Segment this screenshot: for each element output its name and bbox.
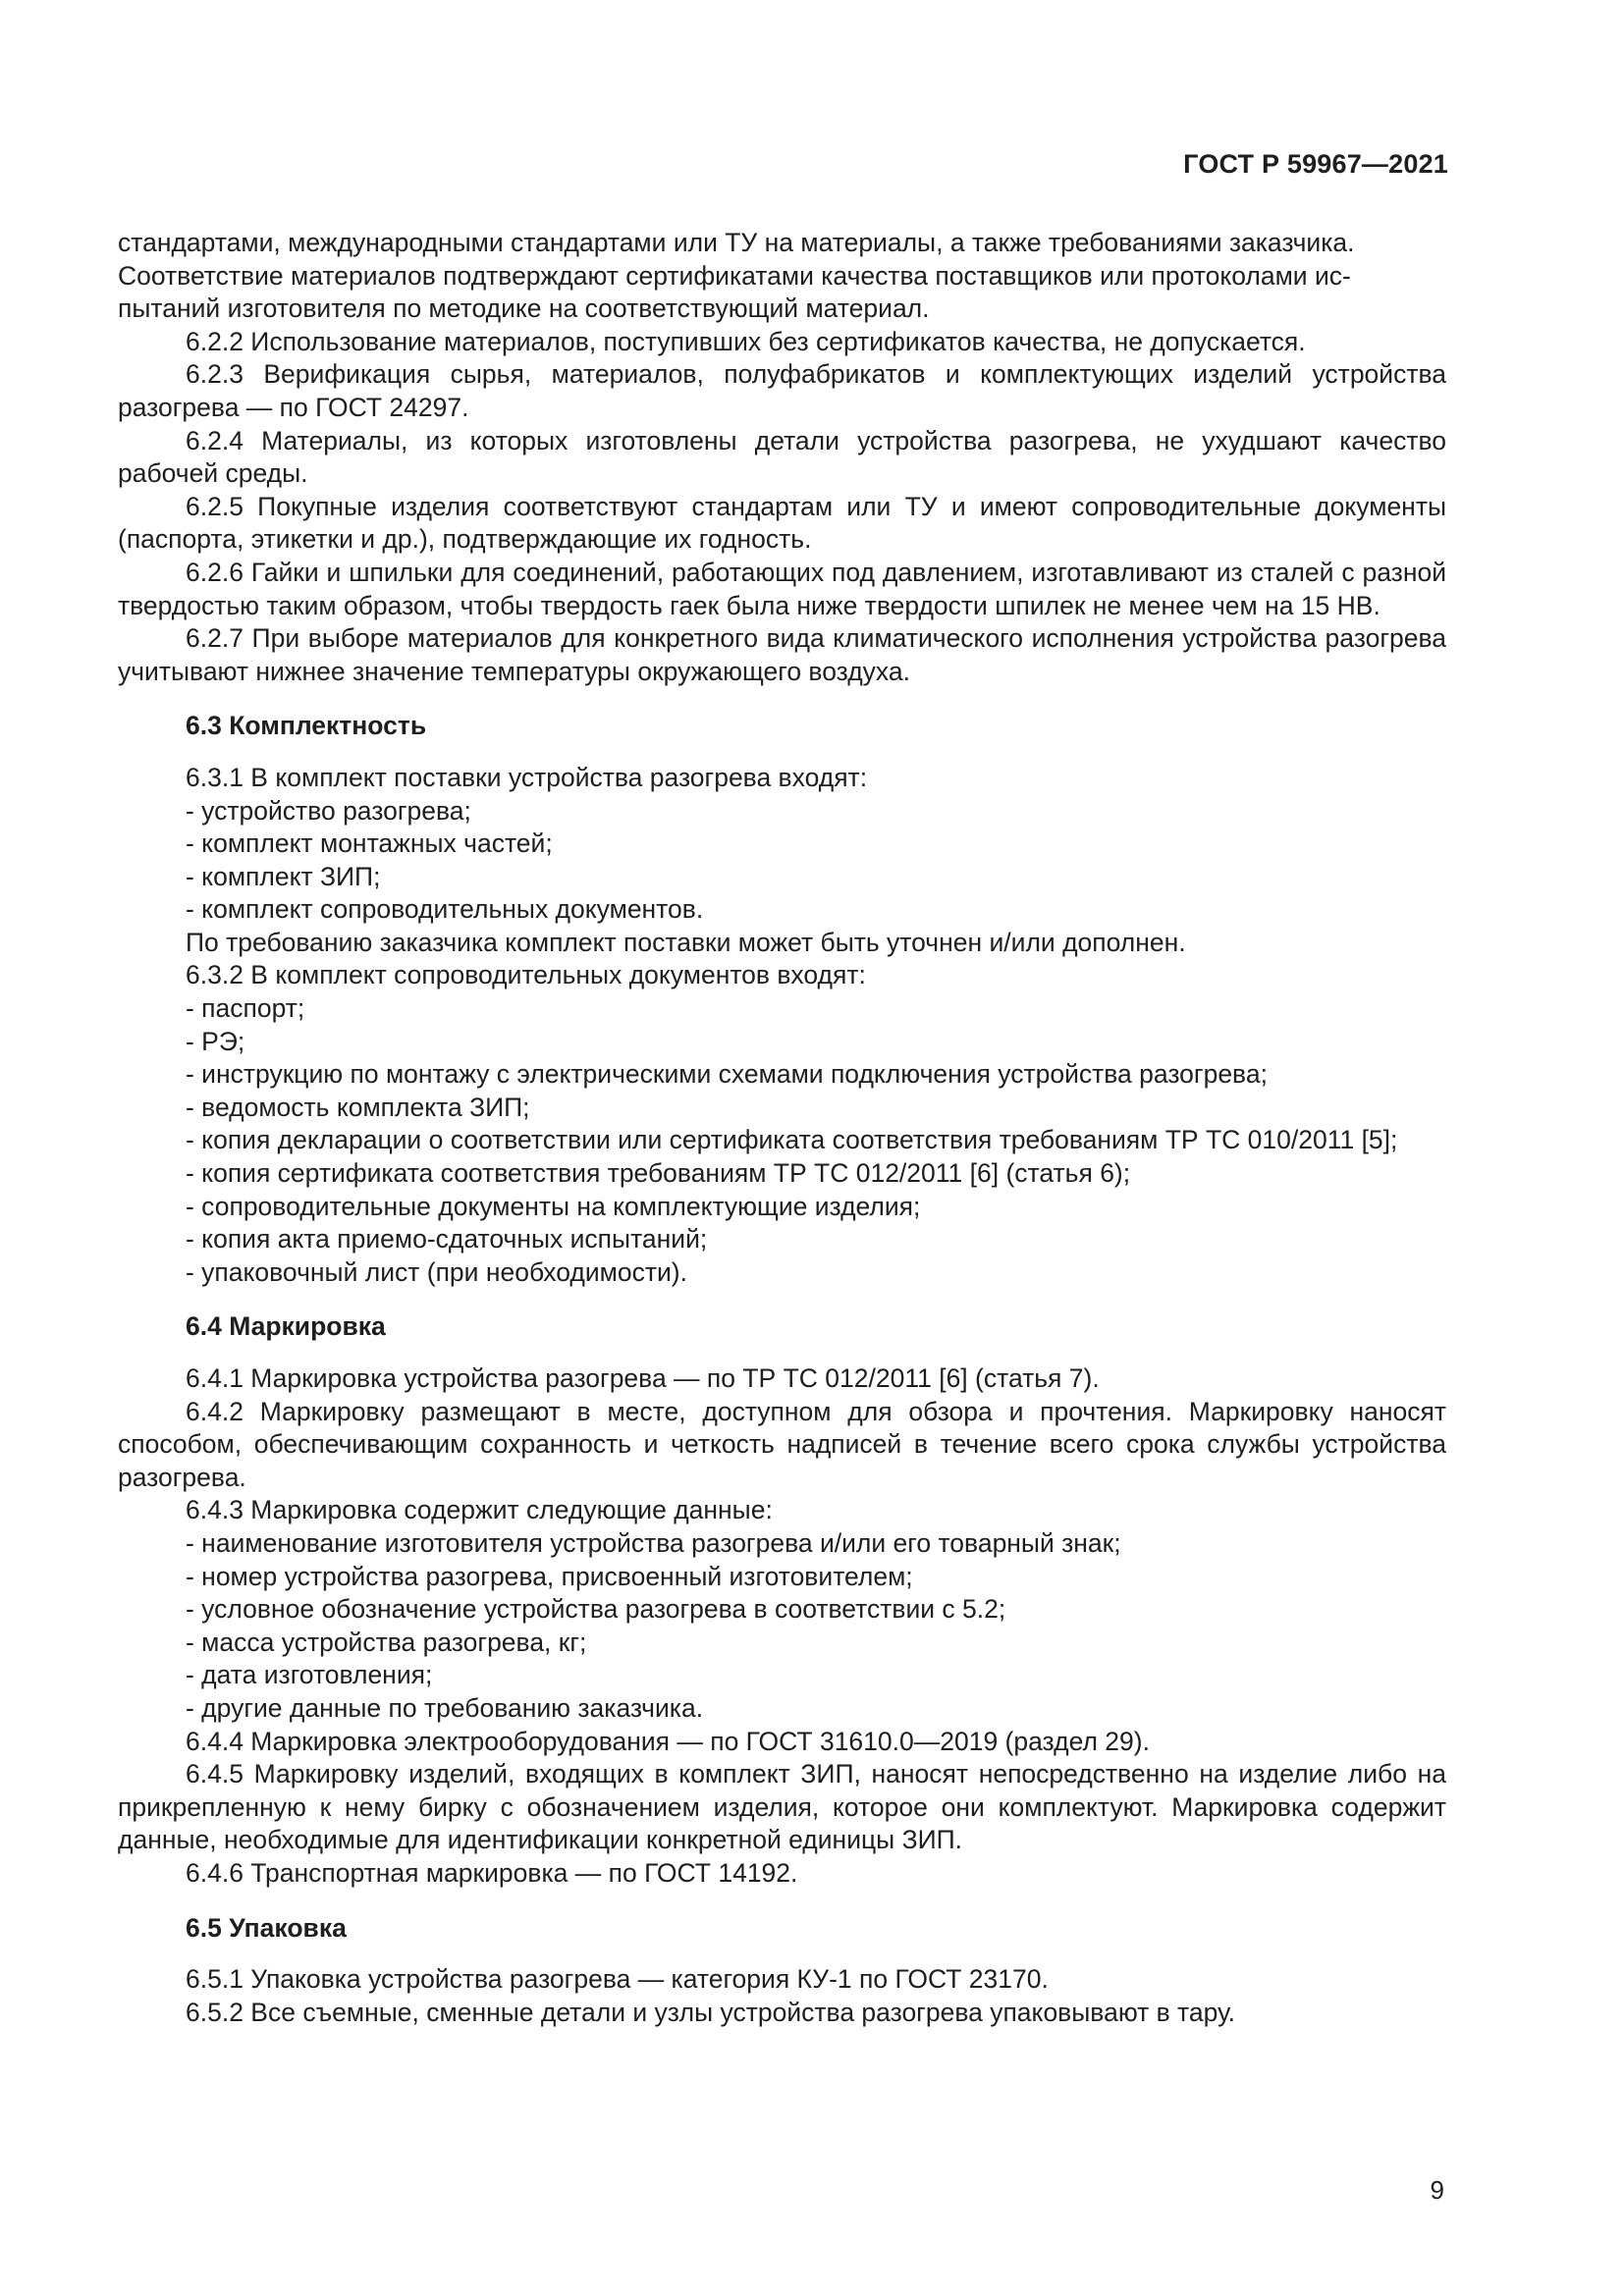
list-item: - масса устройства разогрева, кг; xyxy=(186,1627,587,1657)
list-item: - номер устройства разогрева, присвоенный изготовителем; xyxy=(186,1561,913,1591)
paragraph-6-4-3: 6.4.3 Маркировка содержит следующие данные: xyxy=(186,1495,773,1525)
list-item: - РЭ; xyxy=(186,1026,245,1056)
list-item: - устройство разогрева; xyxy=(186,795,471,826)
section-heading-6-4: 6.4 Маркировка xyxy=(186,1311,386,1342)
paragraph-6-4-4: 6.4.4 Маркировка электрооборудования — по ГОСТ 31610.0—2019 (раздел 29). xyxy=(186,1726,1150,1756)
list-item: - условное обозначение устройства разогрева в соответствии с 5.2; xyxy=(186,1594,1006,1625)
page-number: 9 xyxy=(1430,2175,1444,2205)
section-heading-6-3: 6.3 Комплектность xyxy=(186,711,427,741)
paragraph-6-3-2: 6.3.2 В комплект сопроводительных документов входят: xyxy=(186,960,866,990)
paragraph-6-2-2: 6.2.2 Использование материалов, поступивших без сертификатов качества, не допускается. xyxy=(186,326,1306,356)
list-item: - копия сертификата соответствия требованиям ТР ТС 012/2011 [6] (статья 6); xyxy=(186,1158,1131,1189)
paragraph-continuation-line-1: стандартами, международными стандартами или ТУ на материалы, а также требованиями заказчика. xyxy=(118,228,1355,257)
list-item: - другие данные по требованию заказчика. xyxy=(186,1692,704,1723)
paragraph-6-4-2: 6.4.2 Маркировку размещают в месте, доступном для обзора и прочтения. Маркировку наносят способом, обеспечивающим сохранность и четкость надписей в течение всего срока службы устройства разогрева. xyxy=(118,1396,1446,1492)
list-item: - копия акта приемо-сдаточных испытаний; xyxy=(186,1224,708,1255)
paragraph-6-2-6: 6.2.6 Гайки и шпильки для соединений, работающих под давлением, изготавливают из сталей с разной твердостью таким образом, чтобы твердость гаек была ниже твердости шпилек не менее чем на 15 НВ. xyxy=(118,557,1446,620)
page-body xyxy=(118,227,1446,2029)
paragraph-6-2-4: 6.2.4 Материалы, из которых изготовлены детали устройства разогрева, не ухудшают качество рабочей среды. xyxy=(118,425,1446,489)
paragraph-6-3-1: 6.3.1 В комплект поставки устройства разогрева входят: xyxy=(186,762,868,792)
paragraph-6-5-1: 6.5.1 Упаковка устройства разогрева — категория КУ-1 по ГОСТ 23170. xyxy=(186,1964,1049,1995)
paragraph-6-2-5: 6.2.5 Покупные изделия соответствуют стандартам или ТУ и имеют сопроводительные документы (паспорта, этикетки и др.), подтверждающие их годность. xyxy=(118,491,1446,555)
document-code: ГОСТ Р 59967—2021 xyxy=(1183,149,1448,179)
list-item: - сопроводительные документы на комплектующие изделия; xyxy=(186,1191,921,1221)
list-item: - комплект монтажных частей; xyxy=(186,828,553,859)
list-item: - упаковочный лист (при необходимости). xyxy=(186,1256,687,1287)
list-item: - комплект ЗИП; xyxy=(186,861,381,891)
paragraph-continuation-line-3: пытаний изготовителя по методике на соответствующий материал. xyxy=(118,294,930,324)
list-item: - комплект сопроводительных документов. xyxy=(186,894,704,925)
paragraph-6-2-3: 6.2.3 Верификация сырья, материалов, полуфабрикатов и комплектующих изделий устройства разогрева — по ГОСТ 24297. xyxy=(118,359,1446,422)
list-item: - ведомость комплекта ЗИП; xyxy=(186,1092,530,1122)
list-item: - наименование изготовителя устройства разогрева и/или его товарный знак; xyxy=(186,1527,1121,1558)
paragraph-6-2-7: 6.2.7 При выборе материалов для конкретного вида климатического исполнения устройства разогрева учитывают нижнее значение температуры окружающего воздуха. xyxy=(118,623,1446,686)
paragraph-6-3-note: По требованию заказчика комплект поставки может быть уточнен и/или дополнен. xyxy=(186,927,1186,957)
paragraph-6-4-5: 6.4.5 Маркировку изделий, входящих в комплект ЗИП, наносят непосредственно на изделие либо на прикрепленную к нему бирку с обозначением изделия, которое они комплектуют. Маркировка содержит данные, необходимые для идентификации конкретной единицы ЗИП. xyxy=(118,1759,1446,1855)
list-item: - инструкцию по монтажу с электрическими схемами подключения устройства разогрева; xyxy=(186,1059,1268,1090)
list-item: - дата изготовления; xyxy=(186,1660,433,1690)
paragraph-6-4-1: 6.4.1 Маркировка устройства разогрева — по ТР ТС 012/2011 [6] (статья 7). xyxy=(186,1363,1100,1393)
list-item: - паспорт; xyxy=(186,993,305,1024)
section-heading-6-5: 6.5 Упаковка xyxy=(186,1912,347,1943)
paragraph-continuation-line-2: Соответствие материалов подтверждают сертификатами качества поставщиков или протоколами ис- xyxy=(118,260,1351,291)
paragraph-6-4-6: 6.4.6 Транспортная маркировка — по ГОСТ 14192. xyxy=(186,1857,798,1888)
paragraph-6-5-2: 6.5.2 Все съемные, сменные детали и узлы устройства разогрева упаковывают в тару. xyxy=(186,1997,1236,2027)
list-item: - копия декларации о соответствии или сертификата соответствия требованиям ТР ТС 010/2011 [5]; xyxy=(186,1125,1398,1155)
